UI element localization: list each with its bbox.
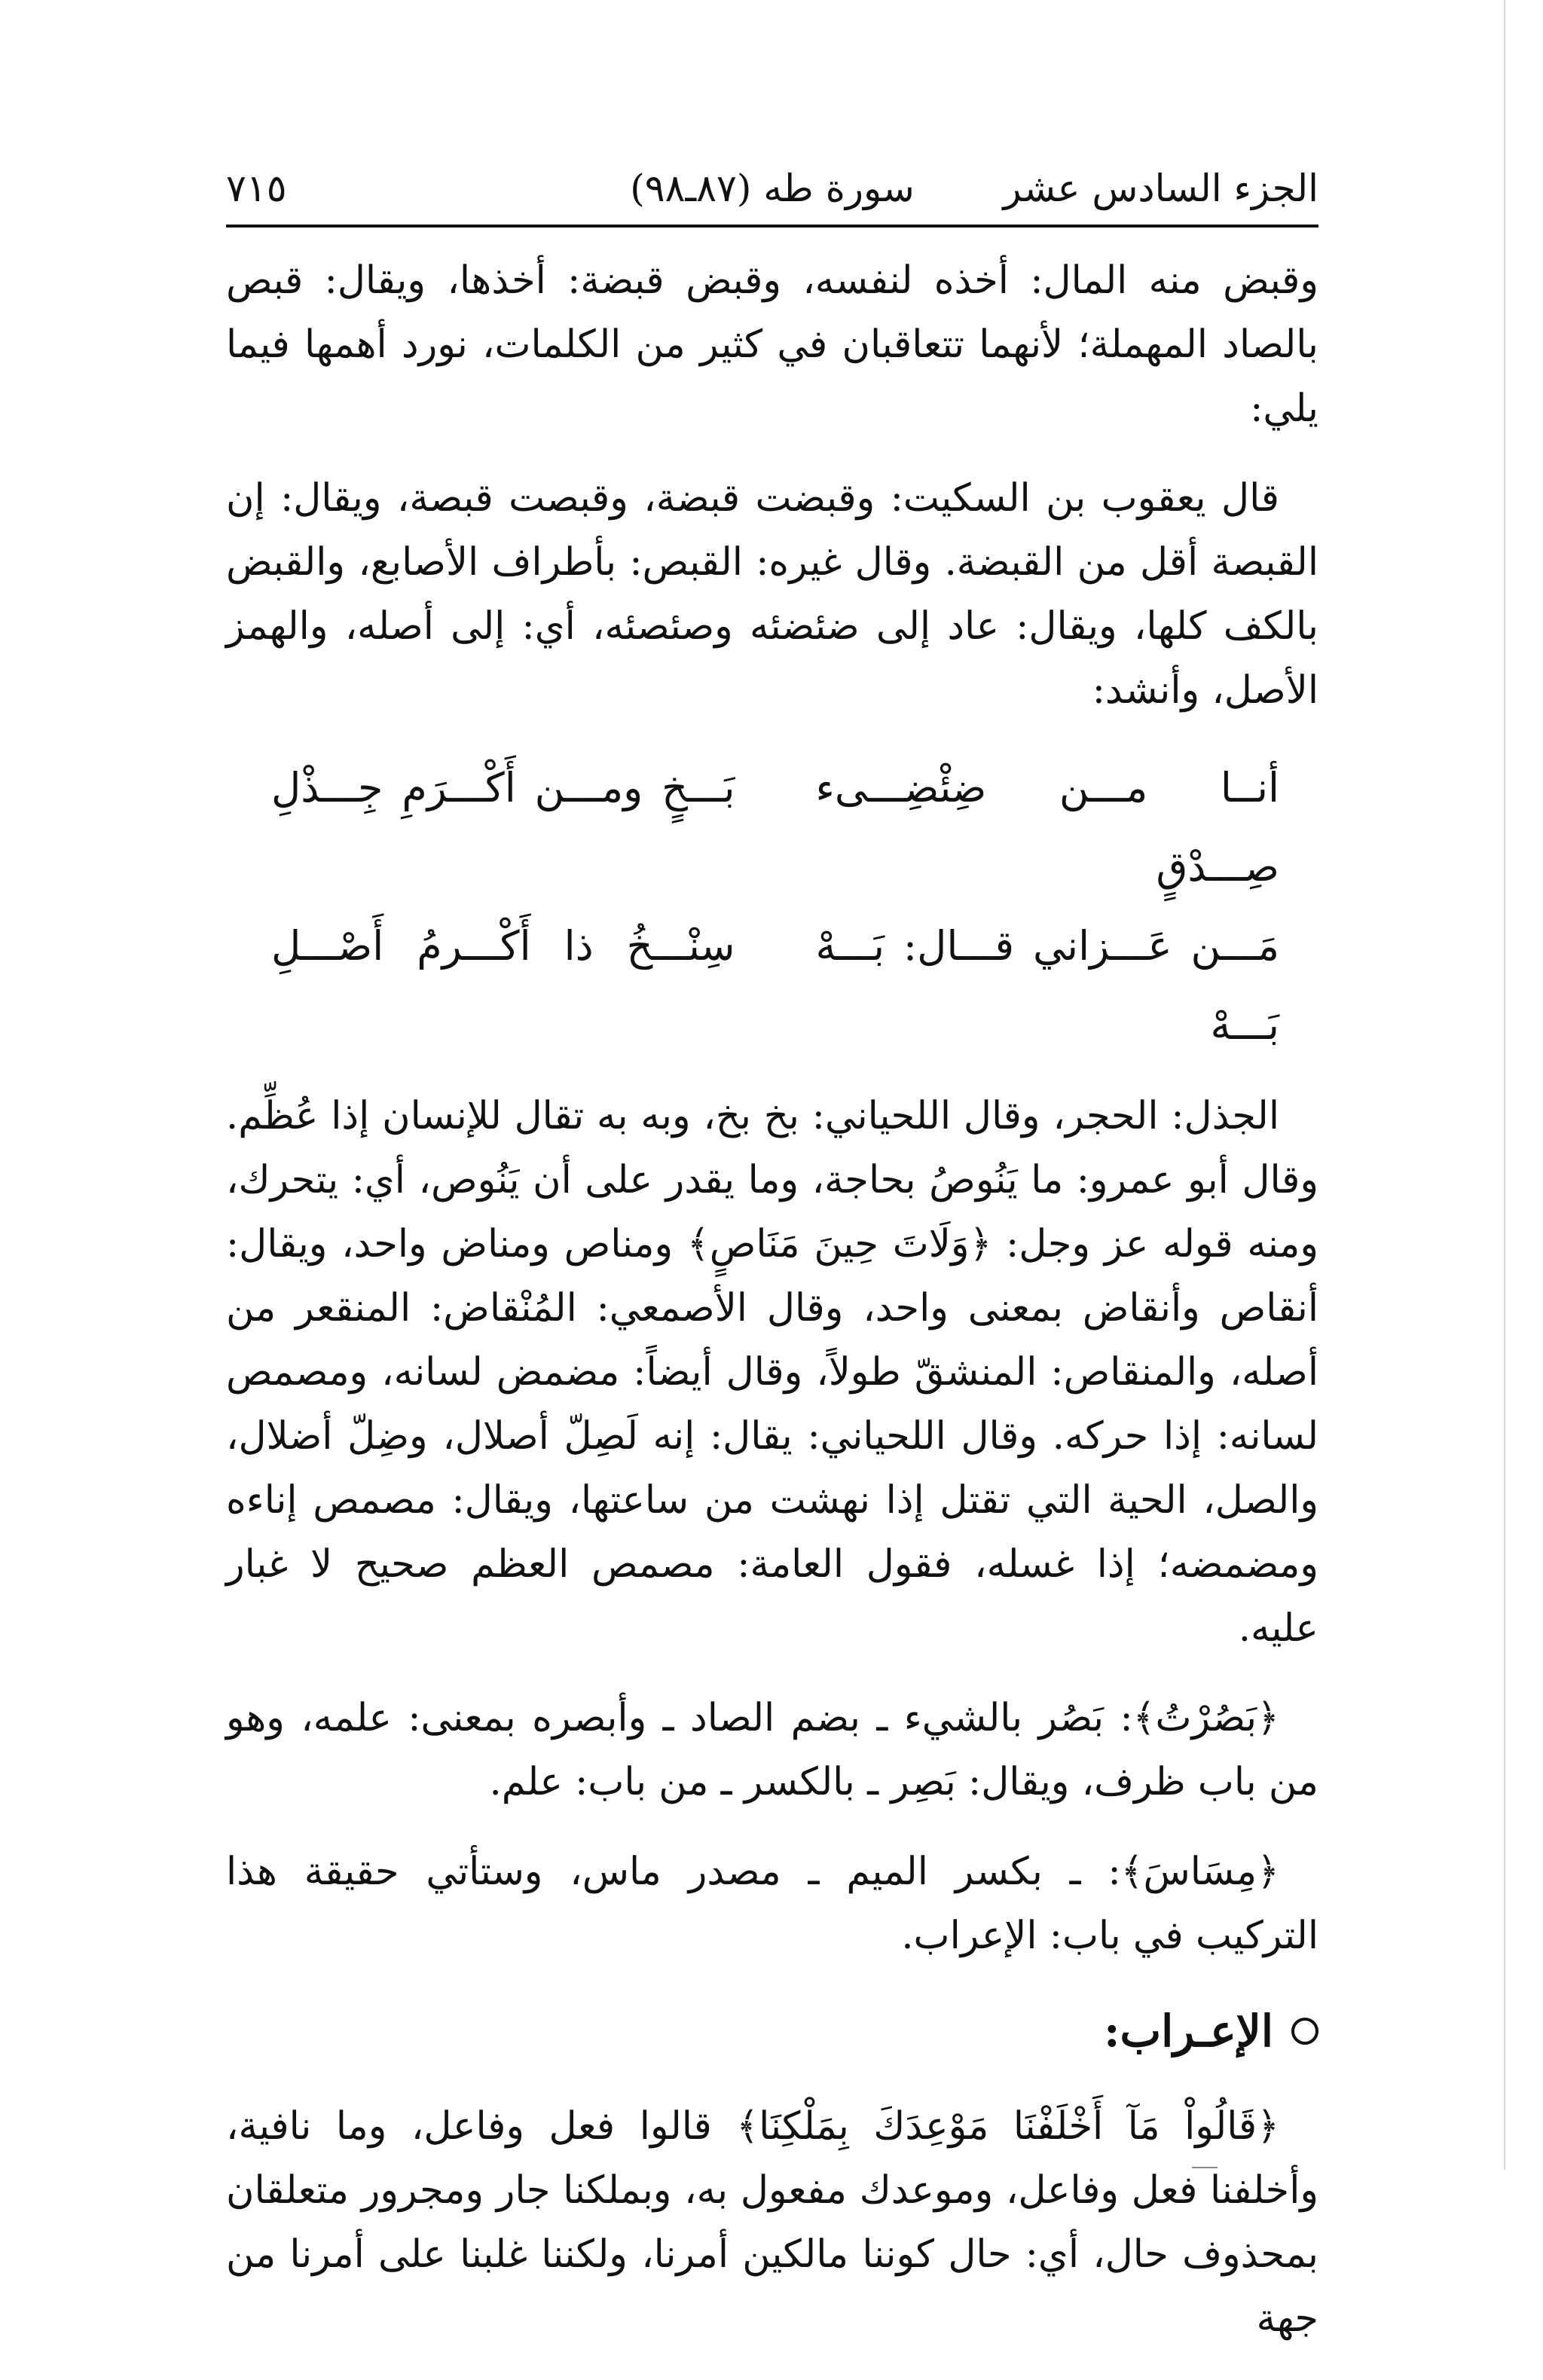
paragraph: الجذل: الحجر، وقال اللحياني: بخ بخ، وبه به تقال للإنسان إذا عُظِّم. وقال أبو عمرو: ما يَنُوصُ بحاجة، وما يقدر على أن يَنُوص، أي: يتحرك، ومنه قوله عز وجل: ﴿وَلَاتَ حِينَ مَنَاصٍ﴾ ومناص ومناض واحد، ويقال: أنقاص وأنقاض بمعنى واحد، وقال الأصمعي: المُنْقاض: المنقعر من أصله، والمنقاص: المنشقّ طولاً، وقال أيضاً: مضمض لسانه، ومصمص لسانه: إذا حركه. وقال اللحياني: يقال: إنه لَصِلّ أصلال، وضِلّ أضلال، والصل، الحية التي تقتل إذا نهشت من ساعتها، ويقال: مصمص إناءه ومضمضه؛ إذا غسله، فقول العامة: مصمص العظم صحيح لا غبار عليه.: [226, 1094, 1318, 1651]
paragraph: ﴿قَالُواْ مَآ أَخْلَفْنَا مَوْعِدَكَ بِمَلْكِنَا﴾ قالوا فعل وفاعل، وما نافية، وأخلفنا فعل وفاعل، وموعدك مفعول به، وبملكنا جار ومجرور متعلقان بمحذوف حال، أي: حال كوننا مالكين أمرنا، ولكننا غلبنا على أمرنا من جهة: [226, 2104, 1318, 2341]
section-heading-text: الإعـراب:: [1104, 2006, 1273, 2057]
paragraph: ﴿بَصُرْتُ﴾: بَصُر بالشيء ـ بضم الصاد ـ وأبصره بمعنى: علمه، وهو من باب ظرف، ويقال: بَصِر ـ بالكسر ـ من باب: علم.: [226, 1696, 1318, 1804]
section-heading: [226, 1994, 1318, 2069]
paragraph: ﴿مِسَاسَ﴾: ـ بكسر الميم ـ مصدر ماس، وستأتي حقيقة هذا التركيب في باب: الإعراب.: [226, 1850, 1318, 1958]
verse-hemistich: بَـــخٍ ومـــن أَكْـــرَمِ جِـــذْلِ: [271, 764, 735, 811]
circle-bullet-icon: [1291, 2018, 1318, 2045]
header-rule: [226, 225, 1318, 228]
header-juz: الجزء السادس عشر: [1003, 167, 1318, 210]
page-number: ٧١٥: [226, 167, 287, 210]
verse-line: [226, 748, 1279, 906]
verse-hemistich: سِنْـــخُ ذا أَكْـــرمُ أَصْـــلِ: [271, 922, 735, 970]
header-surah: سورة طه (٨٧ـ٩٨): [630, 167, 915, 210]
verse-hemistich: أنــا مـــن ضِئْضِـــىء صِـــدْقٍ: [815, 764, 1279, 891]
running-header: [226, 162, 1318, 222]
page-body: [226, 249, 1318, 2376]
poem-verse: [226, 748, 1318, 1065]
verse-hemistich: مَـــن عَـــزاني قـــال: بَـــهْ بَـــهْ: [815, 922, 1279, 1049]
page-edge-rule: [1504, 0, 1505, 2170]
verse-line: [226, 906, 1279, 1065]
paragraph: قال يعقوب بن السكيت: وقبضت قبضة، وقبصت قبصة، ويقال: إن القبصة أقل من القبضة. وقال غيره: القبص: بأطراف الأصابع، والقبض بالكف كلها، ويقال: عاد إلى ضئضئه وصئصئه، أي: إلى أصله، والهمز الأصل، وأنشد:: [226, 476, 1318, 713]
footer-mark: [1192, 2167, 1218, 2168]
paragraph: وقبض منه المال: أخذه لنفسه، وقبض قبضة: أخذها، ويقال: قبص بالصاد المهملة؛ لأنهما تتعاقبان في كثير من الكلمات، نورد أهمها فيما يلي:: [226, 258, 1318, 431]
